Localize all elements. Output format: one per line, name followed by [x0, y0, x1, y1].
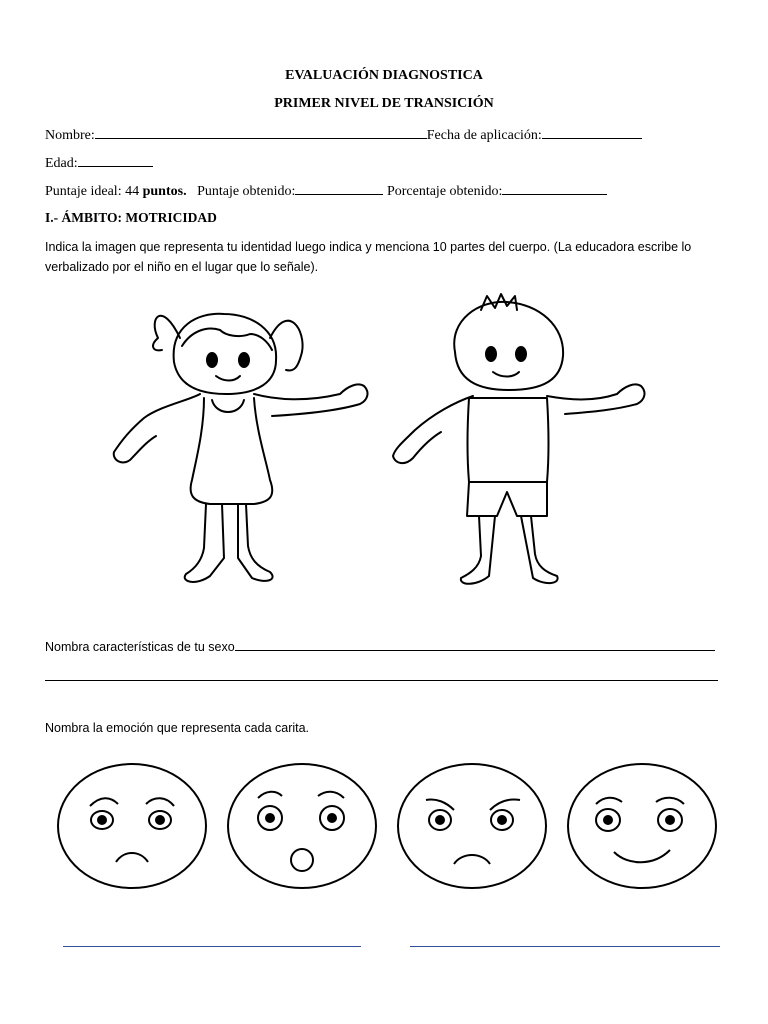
surprised-face — [222, 760, 382, 892]
instruction-text: Indica la imagen que representa tu identidad luego indica y menciona 10 partes del cuerpo. (La educadora escribe lo verbalizado por el niño en el lugar que lo señale). — [45, 240, 692, 274]
girl-neckline — [212, 400, 244, 412]
puntaje-obtenido-blank[interactable] — [295, 182, 383, 195]
sexo-row — [45, 638, 715, 654]
puntaje-obtenido-label: Puntaje obtenido: — [197, 184, 296, 199]
fecha-label: Fecha de aplicación: — [426, 128, 542, 143]
porcentaje-blank[interactable] — [502, 182, 607, 195]
puntaje-row — [45, 182, 607, 200]
nombre-blank[interactable] — [95, 126, 427, 139]
girl-head — [174, 314, 276, 394]
boy-left-arm — [393, 396, 473, 463]
boy-shorts — [467, 482, 547, 516]
boy-right-leg — [521, 516, 558, 583]
boy-left-eye — [486, 347, 496, 361]
girl-drawing — [100, 290, 380, 605]
boy-drawing — [385, 290, 655, 590]
girl-left-pigtail — [153, 316, 180, 351]
girl-right-arm — [254, 384, 367, 416]
edad-blank[interactable] — [78, 154, 153, 167]
boy-mouth — [493, 372, 519, 377]
sad-face — [52, 760, 212, 892]
nombre-label: Nombre: — [45, 128, 95, 143]
section-heading: I.- ÁMBITO: MOTRICIDAD — [45, 210, 217, 225]
boy-right-arm — [547, 384, 644, 414]
girl-left-arm — [114, 394, 200, 462]
happy-face — [562, 760, 722, 892]
edad-row — [45, 154, 153, 172]
emotion-answer-line-1[interactable] — [63, 946, 361, 947]
sexo-answer-line[interactable] — [45, 680, 718, 681]
puntaje-ideal-label: Puntaje ideal: 44 — [45, 184, 143, 199]
boy-right-eye — [516, 347, 526, 361]
girl-bangs — [182, 329, 272, 350]
sexo-prompt: Nombra características de tu sexo — [45, 640, 235, 654]
girl-right-eye — [239, 353, 249, 367]
nombre-row — [45, 126, 642, 144]
boy-left-leg — [461, 516, 495, 584]
girl-dress — [191, 398, 273, 504]
girl-right-leg — [238, 504, 273, 581]
sexo-blank[interactable] — [235, 638, 715, 651]
page-title: EVALUACIÓN DIAGNOSTICA — [285, 68, 483, 83]
angry-face — [392, 760, 552, 892]
porcentaje-label: Porcentaje obtenido: — [386, 184, 503, 199]
girl-mouth — [216, 376, 240, 381]
puntos-label: puntos. — [142, 184, 187, 199]
girl-left-leg — [185, 504, 224, 582]
emotion-prompt: Nombra la emoción que representa cada carita. — [45, 721, 310, 735]
page-subtitle: PRIMER NIVEL DE TRANSICIÓN — [274, 96, 494, 111]
emotion-answer-line-2[interactable] — [410, 946, 720, 947]
girl-left-eye — [207, 353, 217, 367]
boy-shirt — [468, 398, 549, 482]
fecha-blank[interactable] — [542, 126, 642, 139]
edad-label: Edad: — [45, 156, 78, 171]
